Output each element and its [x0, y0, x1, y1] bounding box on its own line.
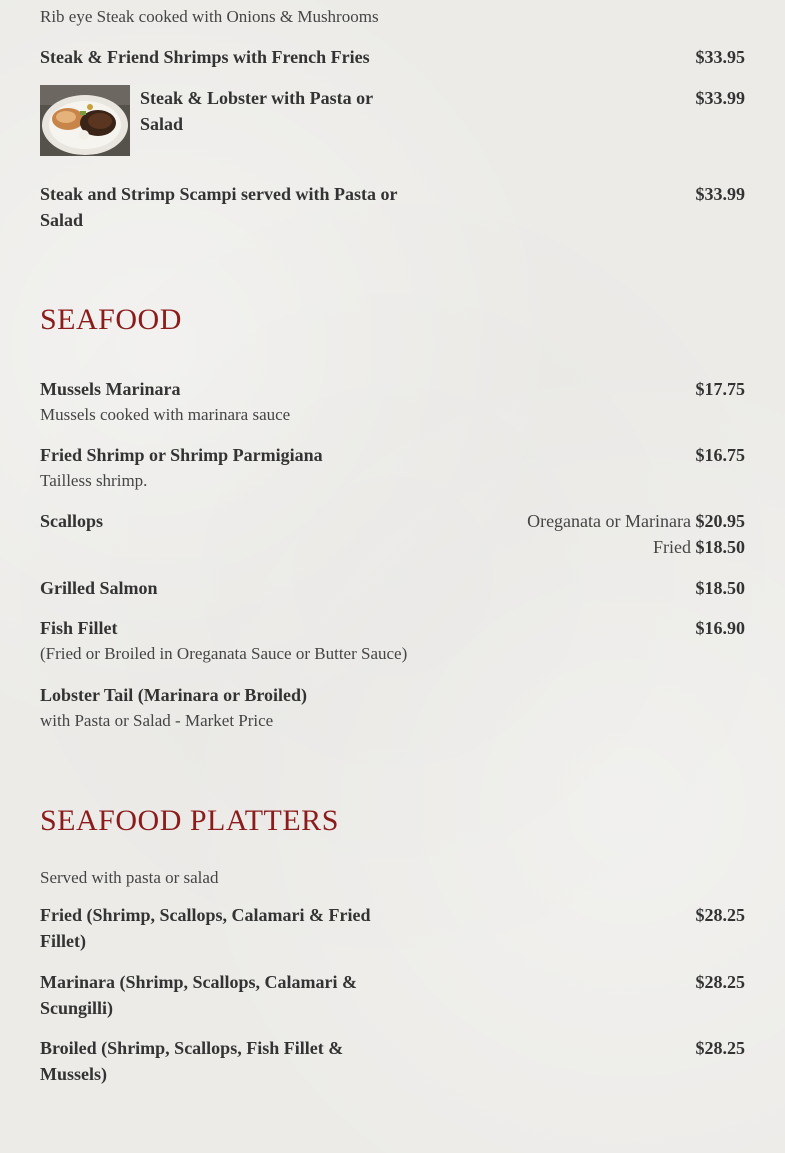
item-description: with Pasta or Salad - Market Price: [40, 711, 274, 730]
item-name: Steak & Friend Shrimps with French Fries: [40, 47, 370, 67]
price-option-price: $18.50: [695, 537, 745, 557]
price-option-price: $20.95: [695, 511, 745, 531]
plate-photo-icon: [40, 85, 130, 156]
section-title-seafood: SEAFOOD: [40, 303, 182, 336]
price-option-row: [527, 508, 745, 534]
item-price: $28.25: [695, 905, 745, 925]
platters-intro-text: Served with pasta or salad: [40, 868, 219, 887]
item-price: $33.95: [695, 47, 745, 67]
steak-lobster-plate-photo[interactable]: [40, 85, 130, 156]
item-price: $16.75: [695, 445, 745, 465]
item-name-line-2: Salad: [140, 114, 184, 134]
item-price: $33.99: [695, 184, 745, 204]
item-price: $33.99: [695, 88, 745, 108]
item-name-line-1: Steak and Strimp Scampi served with Pasta or: [40, 184, 398, 204]
item-price: $16.90: [695, 618, 745, 638]
item-price: $28.25: [695, 972, 745, 992]
item-price: $18.50: [695, 578, 745, 598]
item-name: Fried Shrimp or Shrimp Parmigiana: [40, 445, 323, 465]
item-name: Scallops: [40, 511, 104, 531]
price-options: [527, 508, 745, 560]
item-name-line-1: Fried (Shrimp, Scallops, Calamari & Fried: [40, 905, 371, 925]
item-name: Grilled Salmon: [40, 578, 158, 598]
item-price: $28.25: [695, 1038, 745, 1058]
item-name-line-2: Mussels): [40, 1064, 107, 1084]
price-option-label: Fried: [653, 537, 691, 557]
menu-item-steak-lobster: [40, 85, 745, 156]
item-name: Mussels Marinara: [40, 379, 181, 399]
item-name-line-1: Steak & Lobster with Pasta or: [140, 88, 374, 108]
item-description: Mussels cooked with marinara sauce: [40, 405, 291, 424]
item-name-line-2: Salad: [40, 210, 84, 230]
item-name-line-1: Broiled (Shrimp, Scallops, Fish Fillet &: [40, 1038, 344, 1058]
item-name-line-1: Marinara (Shrimp, Scallops, Calamari &: [40, 972, 357, 992]
section-title-seafood-platters: SEAFOOD PLATTERS: [40, 804, 339, 837]
price-option-row: [527, 534, 745, 560]
item-price: $17.75: [695, 379, 745, 399]
item-description: (Fried or Broiled in Oreganata Sauce or Butter Sauce): [40, 644, 408, 663]
item-name: Fish Fillet: [40, 618, 118, 638]
steak-intro-text: Rib eye Steak cooked with Onions & Mushrooms: [40, 7, 379, 26]
item-description: Tailless shrimp.: [40, 471, 148, 490]
price-option-label: Oreganata or Marinara: [527, 511, 691, 531]
item-name-line-2: Fillet): [40, 931, 86, 951]
item-name: Lobster Tail (Marinara or Broiled): [40, 685, 308, 705]
item-name-line-2: Scungilli): [40, 998, 114, 1018]
